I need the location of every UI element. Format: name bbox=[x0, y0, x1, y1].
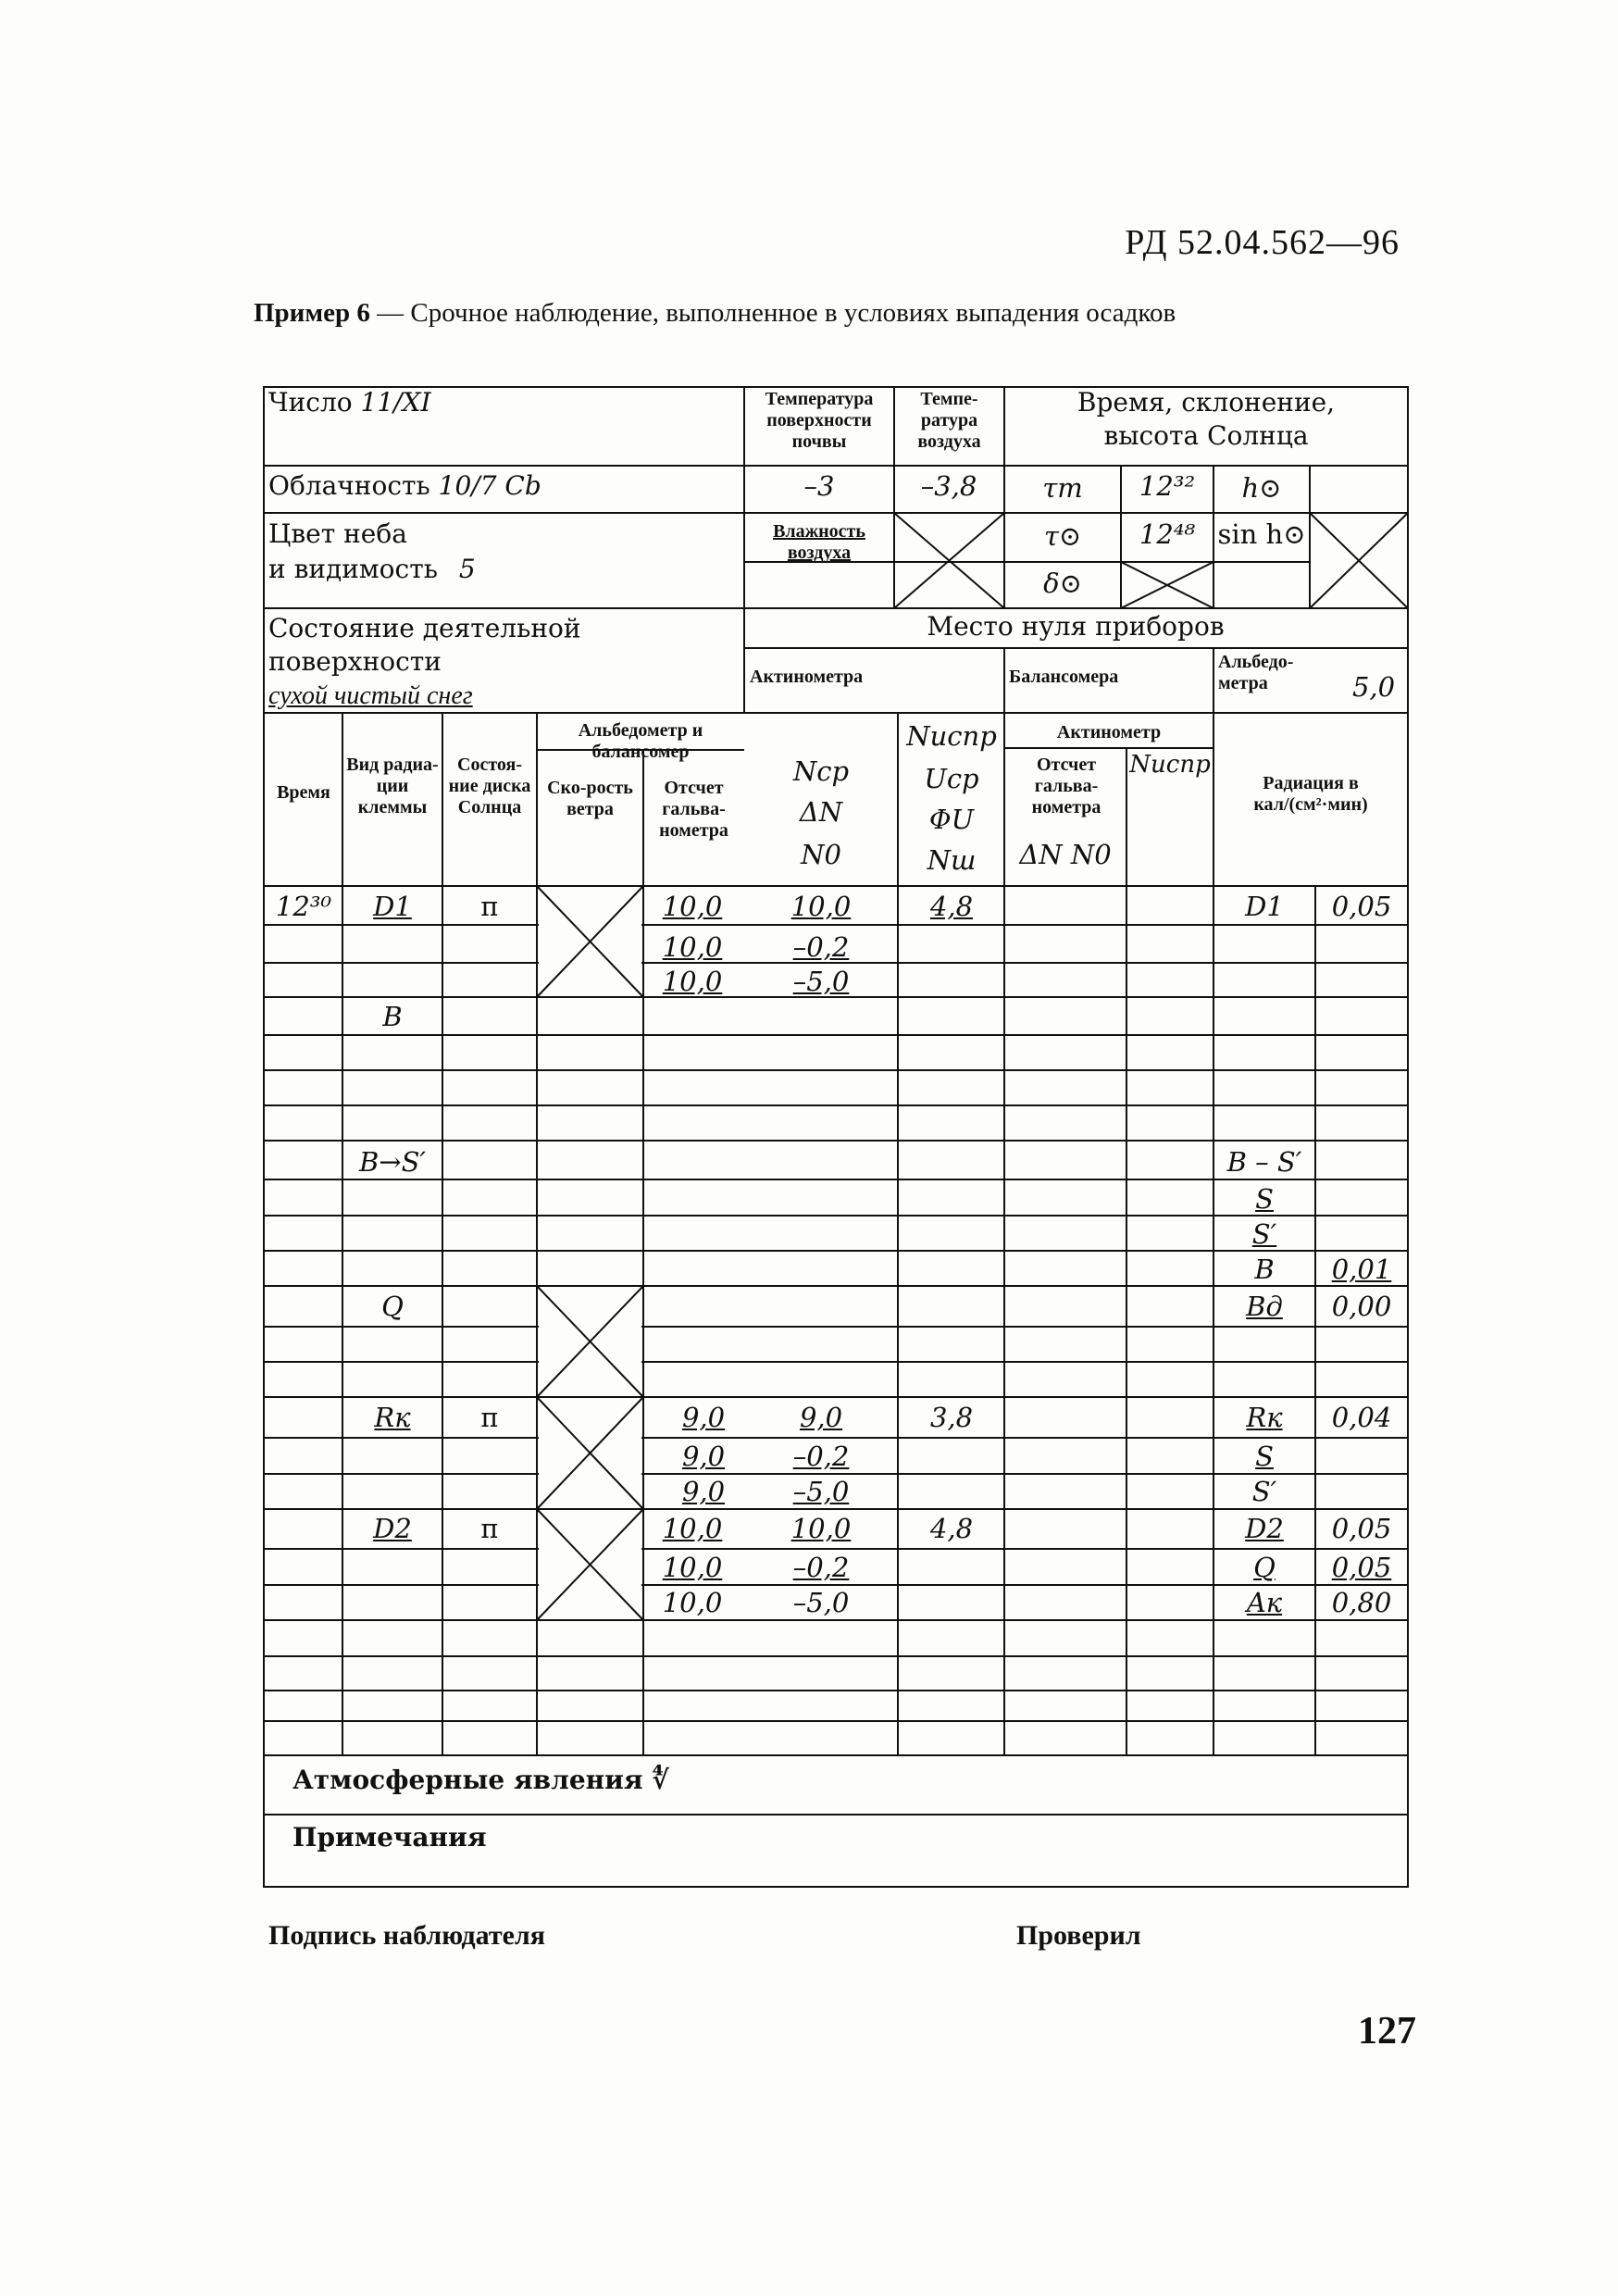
col-radiation: Радиация в кал/(см²·мин) bbox=[1253, 773, 1368, 815]
col-actinometer-delta: ΔN N0 bbox=[1019, 839, 1112, 870]
page-number: 127 bbox=[1358, 2010, 1416, 2053]
r11-radiation-value: 0,01 bbox=[1331, 1254, 1392, 1285]
r1-time: 12³⁰ bbox=[275, 891, 332, 922]
r15-radiation-value: 0,04 bbox=[1331, 1402, 1392, 1433]
atmospheric-phenomena-label: Атмосферные явления ∜ bbox=[292, 1765, 669, 1795]
r2-galvanometer: 10,0 bbox=[662, 931, 723, 963]
sky-color-label: Цвет неба bbox=[268, 518, 407, 549]
r16-n-sr: –0,2 bbox=[792, 1441, 850, 1472]
zero-place-header: Место нуля приборов bbox=[927, 611, 1225, 642]
cloudiness-label: Облачность bbox=[268, 470, 430, 501]
r20-galvanometer: 10,0 bbox=[662, 1587, 723, 1618]
example-text: — Срочное наблюдение, выполненное в условиях выпадения осадков bbox=[369, 298, 1176, 328]
r19-radiation-value: 0,05 bbox=[1331, 1552, 1392, 1583]
surface-state-label: Состояние деятельной bbox=[268, 613, 581, 643]
r10-radiation-label: S′ bbox=[1251, 1218, 1277, 1250]
r1-n-ispr: 4,8 bbox=[929, 891, 974, 922]
r9-radiation-label: S bbox=[1255, 1183, 1274, 1215]
sin-h-label: sin h⊙ bbox=[1217, 518, 1306, 550]
r17-galvanometer: 9,0 bbox=[681, 1476, 726, 1507]
document-code: РД 52.04.562—96 bbox=[1125, 223, 1400, 262]
r17-radiation-label: S′ bbox=[1251, 1476, 1277, 1507]
r1-radiation-value: 0,05 bbox=[1331, 891, 1392, 922]
col-n-ispr: Nиспр bbox=[906, 720, 997, 752]
r15-disk: п bbox=[480, 1402, 499, 1433]
col-phi-u: ΦU bbox=[928, 804, 975, 835]
r8-radiation-label: B – S′ bbox=[1226, 1146, 1302, 1178]
r18-type: D2 bbox=[373, 1513, 412, 1544]
r8-type: B→S′ bbox=[358, 1146, 427, 1178]
actinometer-zero-label: Актинометра bbox=[750, 667, 864, 687]
delta-sun-label: δ⊙ bbox=[1043, 568, 1082, 599]
r4-type: B bbox=[382, 1001, 403, 1032]
time-declination-header: Время, склонение, bbox=[1077, 387, 1336, 418]
r19-galvanometer: 10,0 bbox=[662, 1552, 723, 1583]
balancemeter-zero-label: Балансомера bbox=[1009, 667, 1119, 687]
visibility-cell bbox=[268, 555, 476, 584]
notes-label: Примечания bbox=[292, 1822, 487, 1853]
col-delta-n: ΔN bbox=[799, 796, 843, 828]
r18-n-sr: 10,0 bbox=[790, 1513, 852, 1544]
col-galvanometer-reading: Отсчет гальва-нометра bbox=[659, 778, 728, 841]
tau-m-value: 12³² bbox=[1139, 470, 1196, 502]
checked-by-label: Проверил bbox=[1016, 1920, 1141, 1951]
r19-radiation-label: Q bbox=[1253, 1552, 1276, 1583]
col-actinometer: Актинометр bbox=[1056, 722, 1162, 742]
r12-radiation-value: 0,00 bbox=[1331, 1291, 1392, 1322]
col-sun-disk: Состоя-ние диска Солнца bbox=[448, 755, 531, 817]
soil-temp-value: –3 bbox=[803, 470, 835, 502]
r18-radiation-label: D2 bbox=[1245, 1513, 1284, 1544]
soil-temp-header: Температура поверхности почвы bbox=[765, 389, 874, 452]
tau-sun-label: τ⊙ bbox=[1043, 520, 1082, 552]
albedometer-zero-label: Альбедо-метра bbox=[1218, 652, 1294, 693]
cloudiness-cell bbox=[268, 472, 541, 501]
col-n-sr: Nср bbox=[792, 755, 850, 787]
r15-radiation-label: Rк bbox=[1246, 1402, 1283, 1433]
col-u-sr: Uср bbox=[924, 763, 979, 794]
r15-type: Rк bbox=[374, 1402, 411, 1433]
air-temp-header: Темпе-ратура воздуха bbox=[917, 389, 981, 452]
col-n0: N0 bbox=[801, 839, 841, 870]
r1-disk: п bbox=[480, 891, 499, 922]
albedometer-zero-value: 5,0 bbox=[1351, 671, 1396, 703]
r3-galvanometer: 10,0 bbox=[662, 966, 723, 997]
col-time: Время bbox=[277, 782, 330, 803]
sun-height-label: h⊙ bbox=[1241, 472, 1282, 504]
col-n-sh: Nш bbox=[927, 844, 977, 876]
sun-height-header: высота Солнца bbox=[1103, 420, 1309, 451]
r20-radiation-label: Aк bbox=[1246, 1587, 1283, 1618]
col-radiation-type: Вид радиа-ции клеммы bbox=[346, 755, 439, 817]
col-actinometer-n-ispr: Nиспр bbox=[1129, 751, 1211, 779]
visibility-label: и видимость bbox=[268, 554, 438, 584]
r1-radiation-label: D1 bbox=[1245, 891, 1284, 922]
humidity-header: Влажность воздуха bbox=[773, 521, 865, 563]
r15-galvanometer: 9,0 bbox=[681, 1402, 726, 1433]
r12-radiation-label: Bд bbox=[1246, 1291, 1283, 1322]
observer-signature-label: Подпись наблюдателя bbox=[268, 1920, 545, 1951]
r20-n-sr: –5,0 bbox=[792, 1587, 850, 1618]
air-temp-value: –3,8 bbox=[920, 470, 977, 502]
date-label-cell bbox=[268, 389, 431, 418]
r18-n-ispr: 4,8 bbox=[929, 1513, 974, 1544]
tau-sun-value: 12⁴⁸ bbox=[1139, 518, 1196, 550]
surface-label: поверхности bbox=[268, 646, 442, 677]
r1-galvanometer: 10,0 bbox=[662, 891, 723, 922]
tau-m-label: τm bbox=[1042, 472, 1083, 504]
col-wind-speed: Ско-рость ветра bbox=[547, 778, 633, 819]
r3-n-sr: –5,0 bbox=[792, 966, 850, 997]
r16-galvanometer: 9,0 bbox=[681, 1441, 726, 1472]
r16-radiation-label: S bbox=[1255, 1441, 1274, 1472]
date-value: 11/XI bbox=[360, 387, 431, 418]
r15-n-sr: 9,0 bbox=[799, 1402, 843, 1433]
r1-type: D1 bbox=[373, 891, 412, 922]
cloudiness-value: 10/7 Cb bbox=[438, 470, 541, 501]
r18-disk: п bbox=[480, 1513, 499, 1544]
r20-radiation-value: 0,80 bbox=[1331, 1587, 1392, 1618]
r19-n-sr: –0,2 bbox=[792, 1552, 850, 1583]
r15-n-ispr: 3,8 bbox=[929, 1402, 974, 1433]
r17-n-sr: –5,0 bbox=[792, 1476, 850, 1507]
col-albedo-balance: Альбедометр и балансомер bbox=[578, 720, 703, 762]
r2-n-sr: –0,2 bbox=[792, 931, 850, 963]
visibility-value: 5 bbox=[458, 554, 476, 584]
r11-radiation-label: B bbox=[1254, 1254, 1275, 1285]
r18-radiation-value: 0,05 bbox=[1331, 1513, 1392, 1544]
col-actinometer-reading: Отсчет гальва-нометра bbox=[1031, 755, 1101, 817]
form-border bbox=[264, 387, 1408, 1887]
example-label: Пример 6 bbox=[254, 298, 370, 328]
surface-value: сухой чистый снег bbox=[268, 681, 473, 710]
r12-type: Q bbox=[381, 1291, 404, 1322]
r1-n-sr: 10,0 bbox=[790, 891, 852, 922]
r18-galvanometer: 10,0 bbox=[662, 1513, 723, 1544]
date-label: Число bbox=[268, 387, 353, 418]
